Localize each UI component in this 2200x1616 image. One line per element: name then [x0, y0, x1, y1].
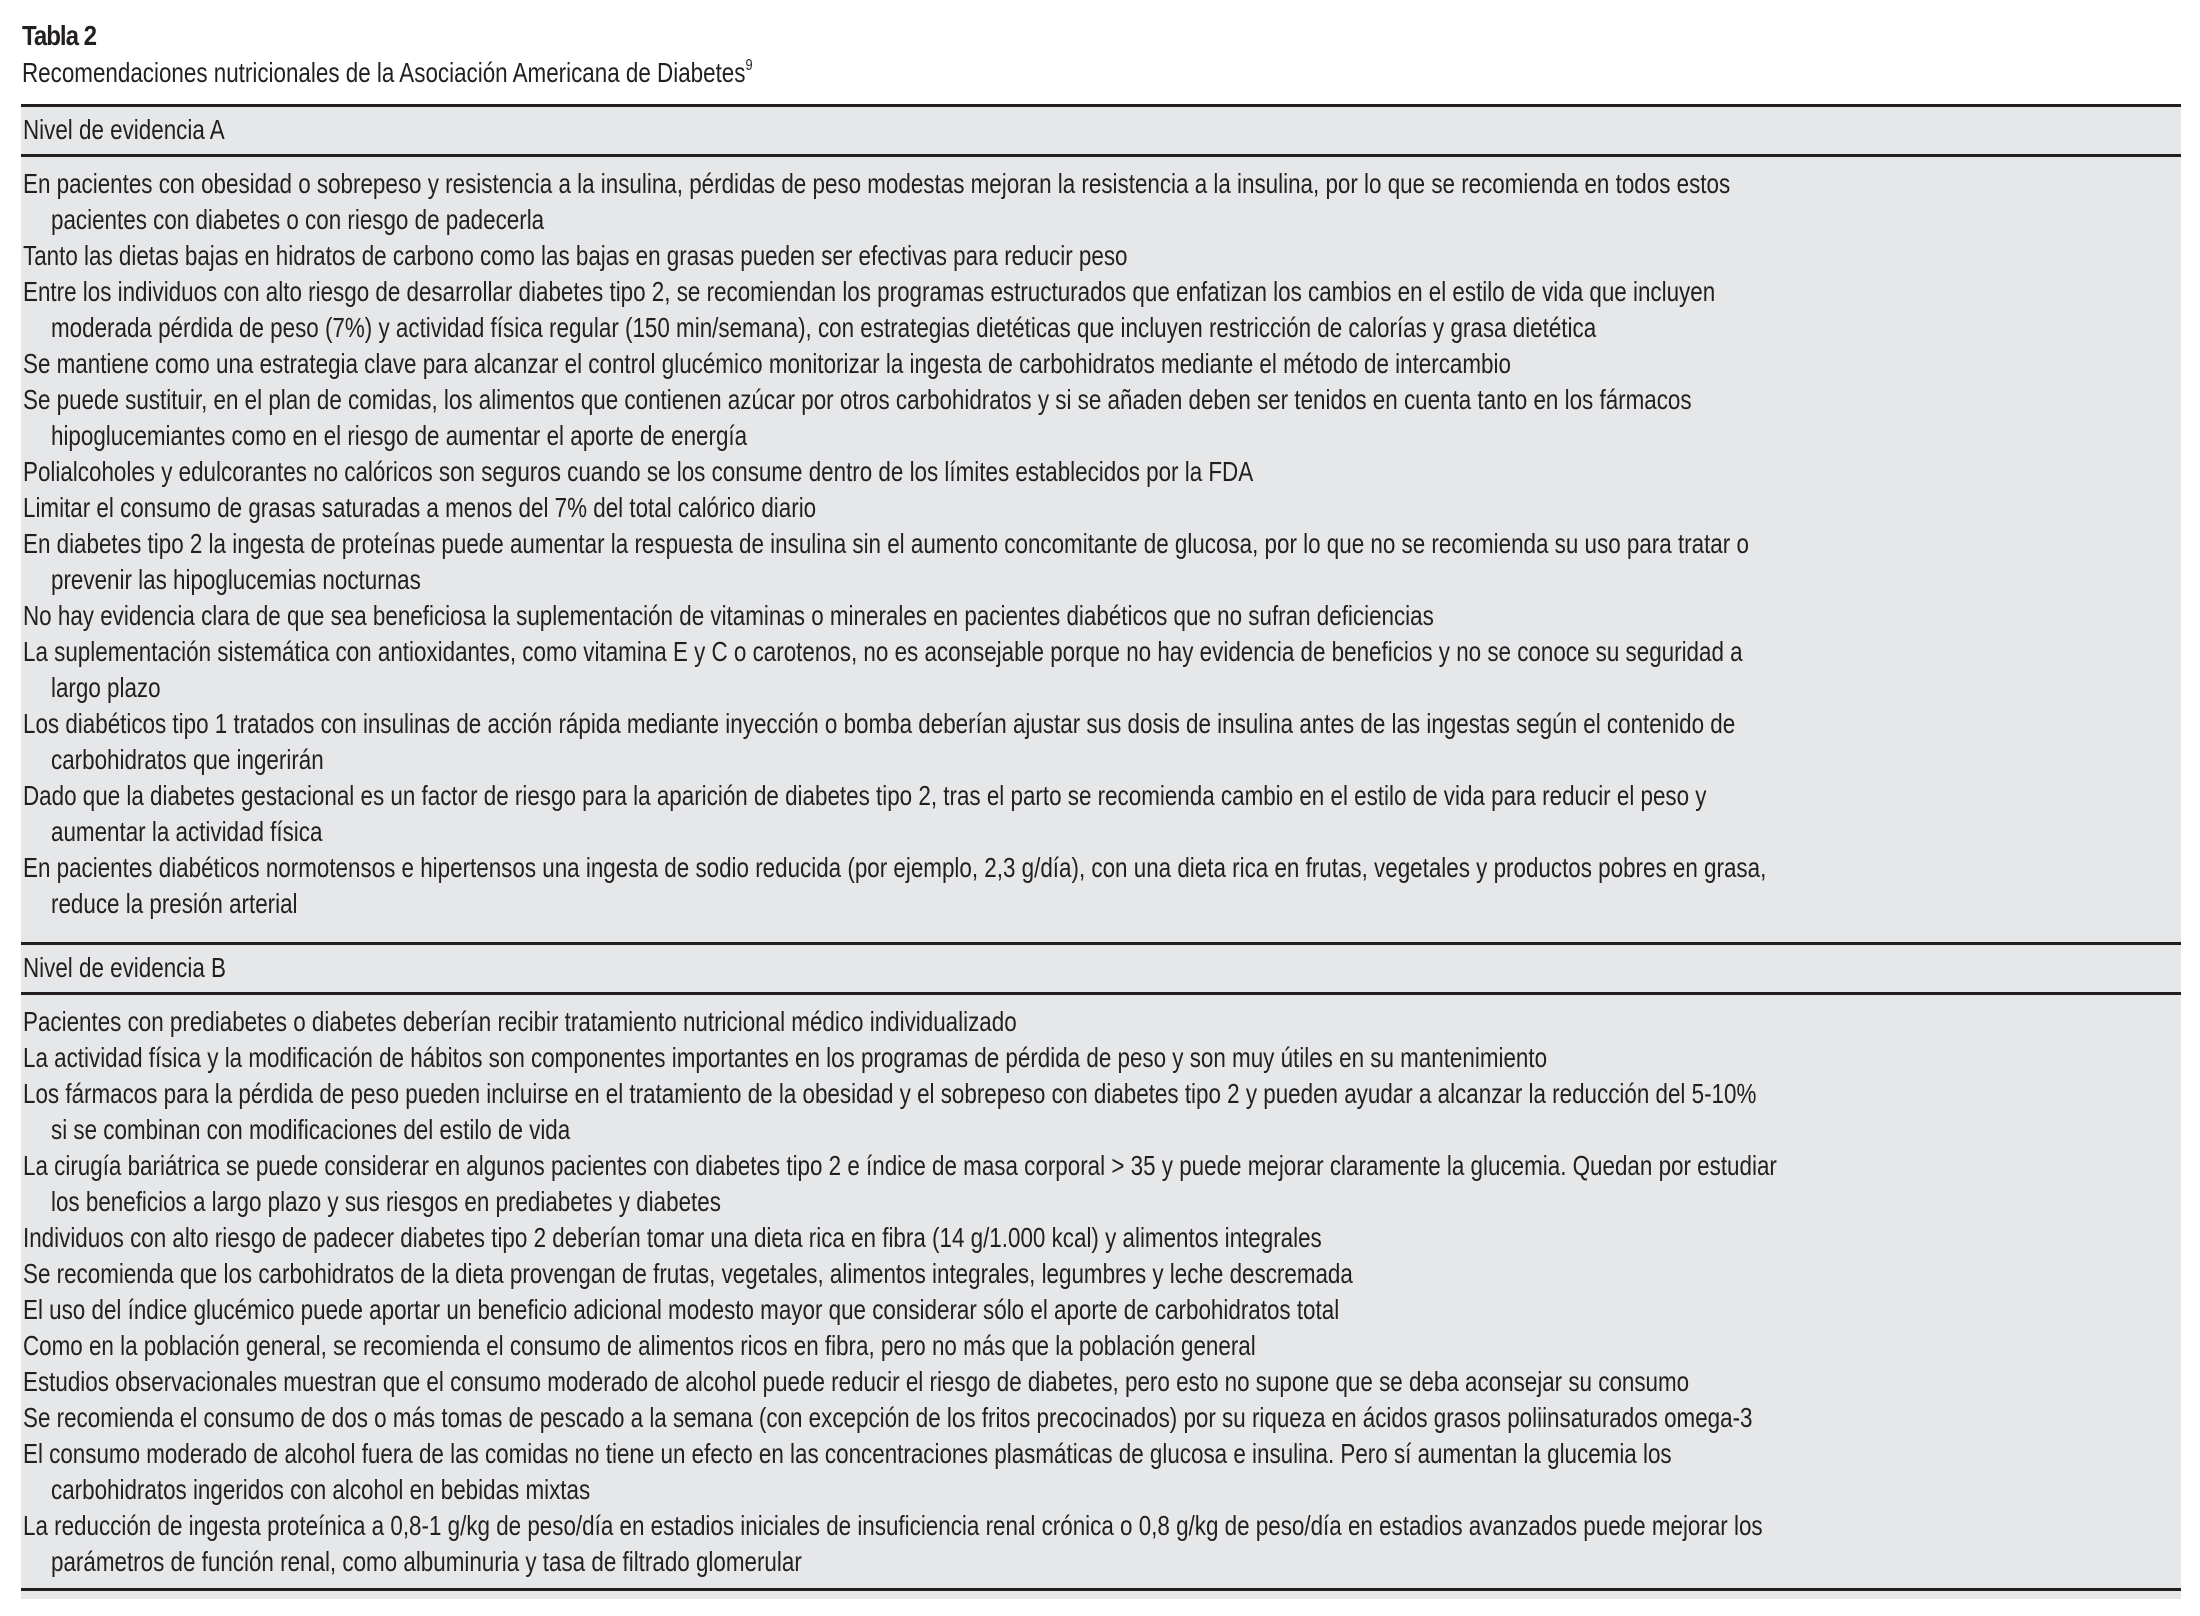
table-row	[21, 1436, 2181, 1508]
row-continuation-line	[23, 1184, 2181, 1220]
section-header-b	[21, 945, 2181, 992]
row-text: moderada pérdida de peso (7%) y actividad física regular (150 min/semana), con estrategias dietéticas que incluyen restricción de calorías y grasa dietética	[51, 312, 1597, 343]
row-text-line	[23, 706, 2181, 742]
row-text-line	[23, 1436, 2181, 1472]
row-text-line	[23, 454, 2181, 490]
row-text-line	[23, 850, 2181, 886]
table-label: Tabla 2	[22, 20, 96, 51]
row-text-line	[23, 346, 2181, 382]
row-text: pacientes con diabetes o con riesgo de padecerla	[51, 204, 545, 235]
table-row	[21, 526, 2181, 598]
table-row	[21, 778, 2181, 850]
row-text: La reducción de ingesta proteínica a 0,8-1 g/kg de peso/día en estadios iniciales de insuficiencia renal crónica o 0,8 g/kg de peso/día en estadios avanzados puede mejorar los	[23, 1510, 1763, 1541]
row-text-line	[23, 1364, 2181, 1400]
row-text: parámetros de función renal, como albuminuria y tasa de filtrado glomerular	[51, 1546, 802, 1577]
row-text: Polialcoholes y edulcorantes no calóricos son seguros cuando se los consume dentro de los límites establecidos por la FDA	[23, 456, 1254, 487]
table-row	[21, 1256, 2181, 1292]
row-text: Tanto las dietas bajas en hidratos de carbono como las bajas en grasas pueden ser efectivas para reducir peso	[23, 240, 1128, 271]
section-b-rows	[21, 995, 2181, 1588]
row-text-line	[23, 1076, 2181, 1112]
row-text: La actividad física y la modificación de hábitos son componentes importantes en los programas de pérdida de peso y son muy útiles en su mantenimiento	[23, 1042, 1548, 1073]
row-text: Los diabéticos tipo 1 tratados con insulinas de acción rápida mediante inyección o bomba deberían ajustar sus dosis de insulina antes de las ingestas según el contenido de	[23, 708, 1736, 739]
table-row	[21, 1148, 2181, 1220]
row-text-line	[23, 1004, 2181, 1040]
row-text-line	[23, 166, 2181, 202]
row-text-line	[23, 1508, 2181, 1544]
table-row	[21, 634, 2181, 706]
row-continuation-line	[23, 742, 2181, 778]
row-text-line	[23, 1040, 2181, 1076]
row-text: Como en la población general, se recomienda el consumo de alimentos ricos en fibra, pero no más que la población general	[23, 1330, 1256, 1361]
row-text-line	[23, 1220, 2181, 1256]
row-continuation-line	[23, 1112, 2181, 1148]
row-text: Dado que la diabetes gestacional es un factor de riesgo para la aparición de diabetes tipo 2, tras el parto se recomienda cambio en el estilo de vida para reducir el peso y	[23, 780, 1707, 811]
recommendations-table	[21, 104, 2181, 1599]
row-text: Estudios observacionales muestran que el consumo moderado de alcohol puede reducir el riesgo de diabetes, pero esto no supone que se deba aconsejar su consumo	[23, 1366, 1690, 1397]
row-text: No hay evidencia clara de que sea beneficiosa la suplementación de vitaminas o minerales en pacientes diabéticos que no sufran deficiencias	[23, 600, 1434, 631]
table-row	[21, 1508, 2181, 1580]
row-text: carbohidratos ingeridos con alcohol en bebidas mixtas	[51, 1474, 591, 1505]
row-continuation-line	[23, 418, 2181, 454]
row-text: Los fármacos para la pérdida de peso pueden incluirse en el tratamiento de la obesidad y el sobrepeso con diabetes tipo 2 y pueden ayudar a alcanzar la reducción del 5-10%	[23, 1078, 1757, 1109]
row-text: aumentar la actividad física	[51, 816, 323, 847]
row-text-line	[23, 274, 2181, 310]
row-text: Se mantiene como una estrategia clave para alcanzar el control glucémico monitorizar la ingesta de carbohidratos mediante el método de intercambio	[23, 348, 1511, 379]
row-text-line	[23, 526, 2181, 562]
row-text-line	[23, 490, 2181, 526]
section-header-a	[21, 107, 2181, 154]
row-text: los beneficios a largo plazo y sus riesgos en prediabetes y diabetes	[51, 1186, 721, 1217]
table-row	[21, 1004, 2181, 1040]
row-text-line	[23, 382, 2181, 418]
table-row	[21, 1292, 2181, 1328]
row-text-line	[23, 238, 2181, 274]
table-row	[21, 346, 2181, 382]
table-row	[21, 382, 2181, 454]
row-text: Se recomienda el consumo de dos o más tomas de pescado a la semana (con excepción de los fritos precocinados) por su riqueza en ácidos grasos poliinsaturados omega-3	[23, 1402, 1753, 1433]
row-text: El uso del índice glucémico puede aportar un beneficio adicional modesto mayor que considerar sólo el aporte de carbohidratos total	[23, 1294, 1340, 1325]
row-continuation-line	[23, 1544, 2181, 1580]
row-text: hipoglucemiantes como en el riesgo de aumentar el aporte de energía	[51, 420, 748, 451]
row-text-line	[23, 1148, 2181, 1184]
table-row	[21, 1220, 2181, 1256]
section-a-rows	[21, 157, 2181, 942]
row-text-line	[23, 1400, 2181, 1436]
table-row	[21, 1076, 2181, 1148]
section-header-a-text: Nivel de evidencia A	[23, 114, 225, 145]
row-text: Pacientes con prediabetes o diabetes deberían recibir tratamiento nutricional médico individualizado	[23, 1006, 1017, 1037]
row-text: En pacientes diabéticos normotensos e hipertensos una ingesta de sodio reducida (por ejemplo, 2,3 g/día), con una dieta rica en frutas, vegetales y productos pobres en grasa,	[23, 852, 1767, 883]
row-text: Individuos con alto riesgo de padecer diabetes tipo 2 deberían tomar una dieta rica en fibra (14 g/1.000 kcal) y alimentos integrales	[23, 1222, 1322, 1253]
row-text-line	[23, 778, 2181, 814]
table-row	[21, 850, 2181, 922]
row-text: prevenir las hipoglucemias nocturnas	[51, 564, 421, 595]
row-text: En diabetes tipo 2 la ingesta de proteínas puede aumentar la respuesta de insulina sin el aumento concomitante de glucosa, por lo que no se recomienda su uso para tratar o	[23, 528, 1749, 559]
table-row	[21, 1400, 2181, 1436]
row-continuation-line	[23, 1472, 2181, 1508]
row-continuation-line	[23, 886, 2181, 922]
row-text: El consumo moderado de alcohol fuera de las comidas no tiene un efecto en las concentraciones plasmáticas de glucosa e insulina. Pero sí aumentan la glucemia los	[23, 1438, 1672, 1469]
table-row	[21, 1364, 2181, 1400]
row-continuation-line	[23, 670, 2181, 706]
row-continuation-line	[23, 310, 2181, 346]
row-text: carbohidratos que ingerirán	[51, 744, 324, 775]
row-text: En pacientes con obesidad o sobrepeso y resistencia a la insulina, pérdidas de peso modestas mejoran la resistencia a la insulina, por lo que se recomienda en todos estos	[23, 168, 1731, 199]
row-text: si se combinan con modificaciones del estilo de vida	[51, 1114, 571, 1145]
row-text-line	[23, 1292, 2181, 1328]
row-text: La suplementación sistemática con antioxidantes, como vitamina E y C o carotenos, no es aconsejable porque no hay evidencia de beneficios y no se conoce su seguridad a	[23, 636, 1743, 667]
row-continuation-line	[23, 814, 2181, 850]
row-text: Limitar el consumo de grasas saturadas a menos del 7% del total calórico diario	[23, 492, 817, 523]
row-text: La cirugía bariátrica se puede considerar en algunos pacientes con diabetes tipo 2 e índice de masa corporal > 35 y puede mejorar claramente la glucemia. Quedan por estudiar	[23, 1150, 1777, 1181]
table-row	[21, 490, 2181, 526]
table-row	[21, 706, 2181, 778]
row-text: Se puede sustituir, en el plan de comidas, los alimentos que contienen azúcar por otros carbohidratos y si se añaden deben ser tenidos en cuenta tanto en los fármacos	[23, 384, 1692, 415]
row-text-line	[23, 598, 2181, 634]
caption-reference: 9	[745, 57, 753, 74]
row-text: Se recomienda que los carbohidratos de la dieta provengan de frutas, vegetales, alimentos integrales, legumbres y leche descremada	[23, 1258, 1353, 1289]
table-row	[21, 274, 2181, 346]
row-continuation-line	[23, 202, 2181, 238]
row-continuation-line	[23, 562, 2181, 598]
table-row	[21, 1328, 2181, 1364]
table-row	[21, 238, 2181, 274]
row-text: Entre los individuos con alto riesgo de desarrollar diabetes tipo 2, se recomiendan los programas estructurados que enfatizan los cambios en el estilo de vida que incluyen	[23, 276, 1716, 307]
section-header-b-text: Nivel de evidencia B	[23, 952, 226, 983]
table-row	[21, 454, 2181, 490]
caption-text: Recomendaciones nutricionales de la Asociación Americana de Diabetes	[22, 57, 746, 88]
row-text: largo plazo	[51, 672, 161, 703]
row-text-line	[23, 634, 2181, 670]
row-text-line	[23, 1256, 2181, 1292]
table-caption	[22, 57, 753, 89]
table-row	[21, 1040, 2181, 1076]
table-row	[21, 166, 2181, 238]
bottom-padding	[21, 1591, 2181, 1599]
row-text: reduce la presión arterial	[51, 888, 298, 919]
table-row	[21, 598, 2181, 634]
row-text-line	[23, 1328, 2181, 1364]
